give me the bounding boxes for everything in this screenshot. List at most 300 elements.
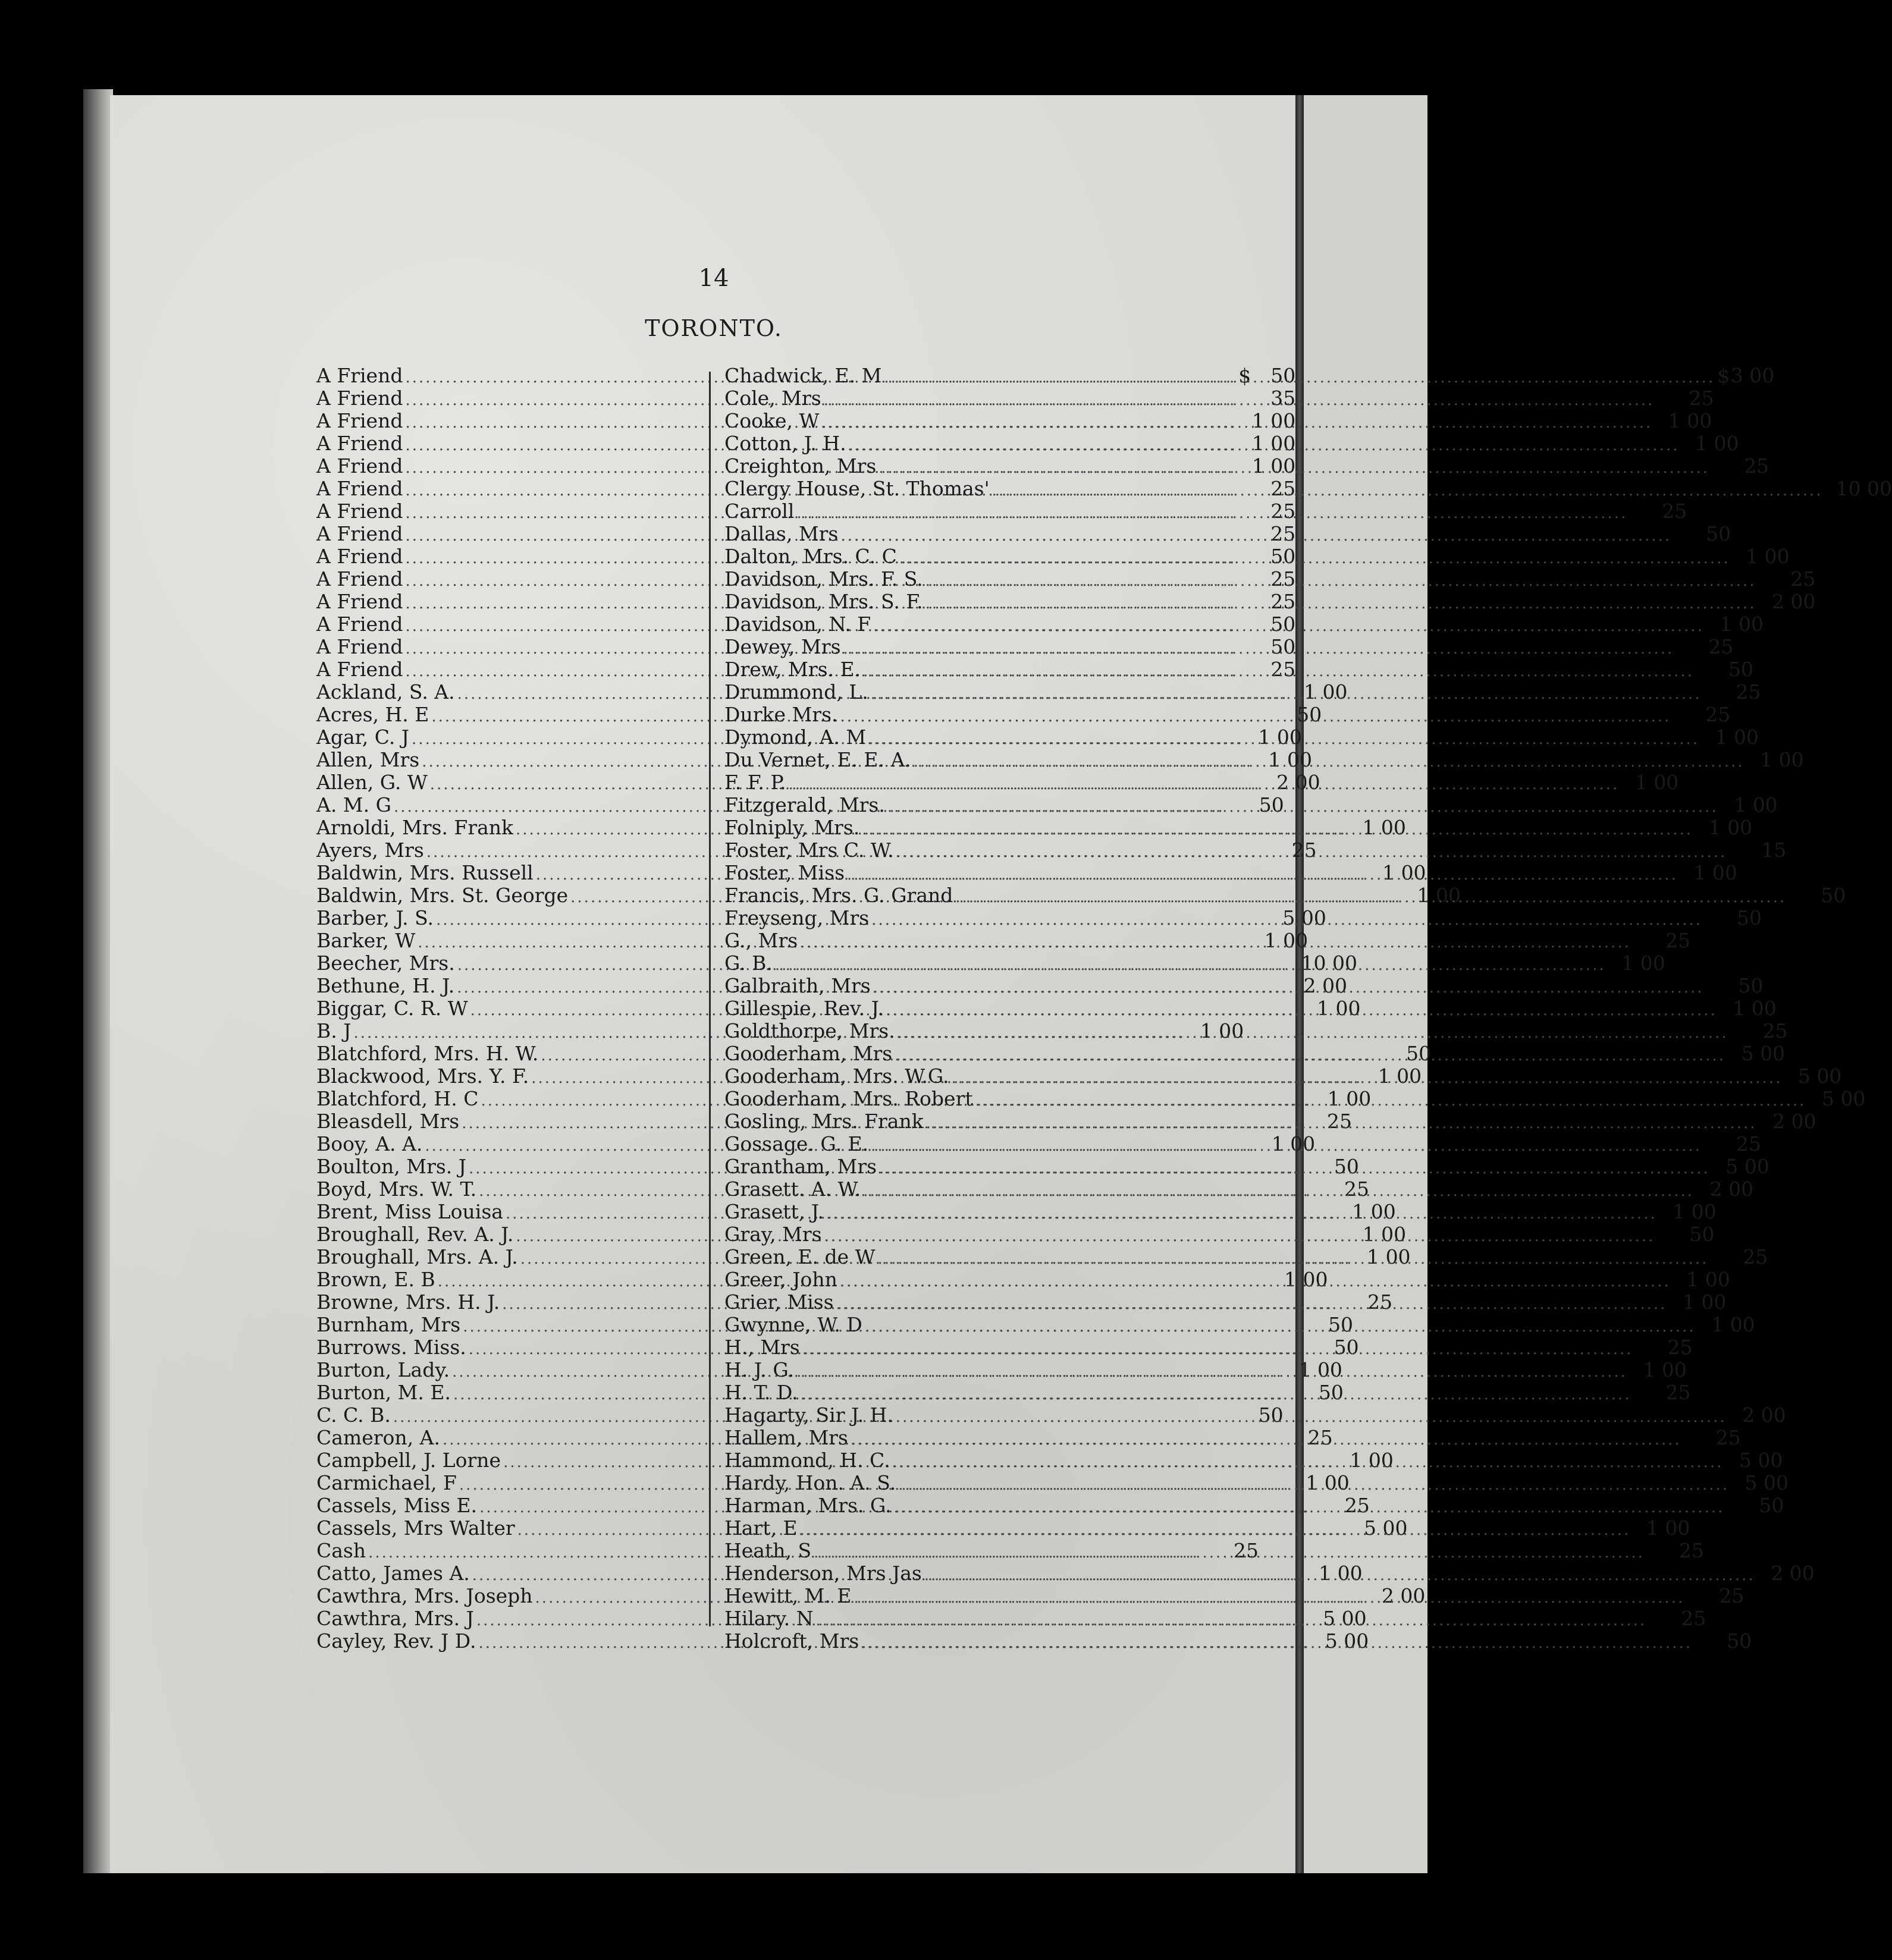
donation-amount: 25 bbox=[1344, 1177, 1369, 1201]
subscriber-row bbox=[724, 1539, 1704, 1562]
subscriber-name: Francis, Mrs. G. Grand bbox=[724, 884, 953, 907]
donation-amount: 1 00 bbox=[1711, 1313, 1755, 1336]
donation-amount: 1 00 bbox=[1271, 1132, 1316, 1155]
donation-amount: 1 00 bbox=[1378, 1064, 1422, 1088]
donation-amount: 25 bbox=[1270, 522, 1296, 545]
subscriber-name: Baldwin, Mrs. St. George bbox=[316, 884, 569, 907]
donation-amount: 1 00 bbox=[1352, 1200, 1396, 1223]
subscriber-name: Clergy House, St. Thomas' bbox=[724, 477, 990, 500]
donation-amount: 2 00 bbox=[1742, 1403, 1786, 1427]
donation-amount: 1 00 bbox=[1746, 545, 1790, 568]
donation-amount: 1 00 bbox=[1367, 1245, 1411, 1268]
donation-amount: 1 00 bbox=[1695, 432, 1739, 455]
subscriber-name: Allen, Mrs bbox=[316, 748, 420, 771]
subscriber-name: Cawthra, Mrs. Joseph bbox=[316, 1584, 533, 1607]
donation-amount: 1 00 bbox=[1317, 997, 1361, 1020]
leader-dots bbox=[898, 1471, 1729, 1496]
donation-amount: 25 bbox=[1705, 703, 1731, 726]
leader-dots bbox=[886, 999, 1717, 1022]
leader-dots bbox=[871, 906, 1702, 931]
donation-amount: 50 bbox=[1334, 1155, 1359, 1178]
subscriber-name: A Friend bbox=[316, 658, 403, 681]
subscriber-name: Booy, A. A. bbox=[316, 1132, 423, 1155]
subscriber-name: Cash bbox=[316, 1539, 366, 1562]
donation-amount: 1 00 bbox=[1264, 929, 1309, 952]
leader-dots bbox=[893, 1451, 1724, 1474]
donation-amount: 5 00 bbox=[1323, 1607, 1367, 1630]
donation-amount: 25 bbox=[1367, 1290, 1393, 1314]
donation-amount: 1 00 bbox=[1673, 1200, 1717, 1223]
donation-amount: 2 00 bbox=[1381, 1584, 1426, 1607]
subscriber-name: Cawthra, Mrs. J bbox=[316, 1607, 474, 1630]
subscriber-name: Drew, Mrs. E. bbox=[724, 658, 861, 681]
subscriber-name: Chadwick, E. M bbox=[724, 364, 882, 387]
subscriber-name: Gooderham, Mrs bbox=[724, 1042, 893, 1065]
donation-amount: 2 00 bbox=[1771, 590, 1816, 613]
donation-amount: 25 bbox=[1736, 680, 1761, 703]
subscriber-name: Allen, G. W bbox=[316, 771, 428, 794]
leader-dots bbox=[873, 976, 1704, 999]
subscriber-name: Broughall, Rev. A. J. bbox=[316, 1223, 514, 1246]
subscriber-name: A Friend bbox=[316, 409, 403, 432]
donation-amount: 25 bbox=[1270, 477, 1296, 500]
leader-dots bbox=[851, 1428, 1681, 1451]
leader-dots bbox=[896, 838, 1727, 863]
leader-dots bbox=[955, 886, 1786, 909]
donation-amount: 1 00 bbox=[1760, 748, 1804, 771]
subscriber-name: Bleasdell, Mrs bbox=[316, 1110, 460, 1133]
subscriber-name: F. F. P. bbox=[724, 771, 786, 794]
donation-amount: 50 bbox=[1706, 522, 1731, 545]
leader-dots bbox=[926, 1112, 1757, 1135]
subscriber-row bbox=[724, 500, 1687, 523]
leader-dots bbox=[840, 524, 1671, 547]
donation-amount: 25 bbox=[1719, 1584, 1744, 1607]
donation-amount: 25 bbox=[1270, 500, 1296, 523]
subscriber-name: A Friend bbox=[316, 612, 403, 636]
donation-amount: 2 00 bbox=[1772, 1110, 1816, 1133]
donation-amount: 5 00 bbox=[1725, 1155, 1769, 1178]
subscriber-name: Davidson, Mrs. S. F. bbox=[724, 590, 923, 613]
leader-dots bbox=[788, 773, 1619, 796]
subscriber-name: Hardy, Hon. A. S. bbox=[724, 1471, 896, 1494]
donation-amount: 25 bbox=[1270, 590, 1296, 613]
donation-amount: 1 00 bbox=[1319, 1562, 1363, 1585]
subscriber-name: Ackland, S. A. bbox=[316, 680, 455, 703]
leader-dots bbox=[925, 567, 1756, 592]
subscriber-name: Arnoldi, Mrs. Frank bbox=[316, 816, 514, 839]
donation-amount: 50 bbox=[1728, 658, 1753, 681]
donation-amount: 50 bbox=[1727, 1629, 1752, 1653]
subscriber-name: Ayers, Mrs bbox=[316, 838, 424, 862]
donation-amount: 25 bbox=[1233, 1539, 1259, 1562]
column-divider bbox=[709, 372, 711, 1626]
leader-dots bbox=[801, 1383, 1631, 1406]
subscriber-row bbox=[724, 861, 1737, 884]
leader-dots bbox=[821, 409, 1652, 434]
subscriber-name: Cayley, Rev. J D. bbox=[316, 1629, 476, 1653]
subscriber-name: Catto, James A. bbox=[316, 1562, 470, 1585]
subscriber-name: Creighton, Mrs bbox=[724, 454, 877, 478]
donation-amount: 5 00 bbox=[1325, 1629, 1369, 1653]
subscriber-name: Baldwin, Mrs. Russell bbox=[316, 861, 534, 884]
leader-dots bbox=[796, 1358, 1627, 1383]
donation-amount: 25 bbox=[1344, 1494, 1370, 1517]
donation-amount: 1 00 bbox=[1251, 409, 1296, 432]
subscriber-name: Harman, Mrs. G. bbox=[724, 1494, 892, 1517]
leader-dots bbox=[884, 366, 1715, 389]
leader-dots bbox=[863, 1177, 1694, 1202]
donation-amount: 5 00 bbox=[1363, 1516, 1408, 1540]
donation-amount: 25 bbox=[1736, 1132, 1761, 1155]
subscriber-name: Blatchford, Mrs. H. W. bbox=[316, 1042, 539, 1065]
subscriber-name: Bethune, H. J. bbox=[316, 974, 455, 997]
subscriber-name: Freyseng, Mrs bbox=[724, 906, 870, 929]
donation-amount: 5 00 bbox=[1739, 1449, 1783, 1472]
section-title: TORONTO. bbox=[645, 315, 783, 341]
subscriber-name: Folniply, Mrs. bbox=[724, 816, 860, 839]
leader-dots bbox=[800, 931, 1631, 954]
donation-amount: 1 00 bbox=[1734, 793, 1778, 816]
subscriber-name: A Friend bbox=[316, 364, 403, 387]
subscriber-name: Beecher, Mrs. bbox=[316, 951, 455, 975]
donation-amount: 10 00 bbox=[1835, 477, 1892, 500]
donation-amount: 50 bbox=[1259, 793, 1284, 816]
subscriber-name: Boulton, Mrs. J bbox=[316, 1155, 466, 1178]
donation-amount: 50 bbox=[1759, 1494, 1784, 1517]
subscriber-name: Grasett, J. bbox=[724, 1200, 824, 1223]
donation-amount: 1 00 bbox=[1268, 748, 1313, 771]
donation-amount: 1 00 bbox=[1327, 1087, 1372, 1110]
donation-amount: 1 00 bbox=[1621, 951, 1665, 975]
subscriber-name: Foster, Miss bbox=[724, 861, 845, 884]
subscriber-name: A Friend bbox=[316, 454, 403, 478]
leader-dots bbox=[975, 1089, 1806, 1112]
donation-amount: 1 00 bbox=[1258, 725, 1302, 749]
subscriber-name: Durke Mrs. bbox=[724, 703, 838, 726]
donation-amount: 50 bbox=[1258, 1403, 1284, 1427]
leader-dots bbox=[894, 1496, 1725, 1519]
donation-amount: 1 00 bbox=[1634, 771, 1679, 794]
subscriber-name: Burton, Lady. bbox=[316, 1358, 450, 1381]
page-number: 14 bbox=[698, 265, 729, 292]
donation-amount: 25 bbox=[1708, 635, 1734, 658]
subscriber-name: Dewey, Mrs bbox=[724, 635, 841, 658]
subscriber-name: Browne, Mrs. H. J. bbox=[316, 1290, 500, 1314]
donation-amount: 50 bbox=[1737, 906, 1762, 929]
donation-amount: 1 00 bbox=[1306, 1471, 1350, 1494]
leader-dots bbox=[871, 1132, 1702, 1157]
donation-amount: 25 bbox=[1327, 1110, 1353, 1133]
subscriber-name: Green, E. de W bbox=[724, 1245, 876, 1268]
leader-dots bbox=[899, 547, 1730, 570]
donation-amount: 35 bbox=[1270, 387, 1296, 410]
donation-amount: 1 00 bbox=[1298, 1358, 1342, 1381]
donation-amount: 5 00 bbox=[1821, 1087, 1866, 1110]
subscriber-name: Biggar, C. R. W bbox=[316, 997, 468, 1020]
leader-dots bbox=[868, 725, 1699, 750]
subscriber-row bbox=[724, 1155, 1769, 1178]
donation-amount: 25 bbox=[1744, 454, 1769, 478]
subscriber-name: Grier, Miss bbox=[724, 1290, 834, 1314]
leader-dots bbox=[849, 434, 1680, 457]
subscriber-name: Dallas, Mrs bbox=[724, 522, 839, 545]
donation-amount: 50 bbox=[1270, 364, 1296, 387]
donation-amount: 1 00 bbox=[1362, 1223, 1407, 1246]
leader-dots bbox=[924, 1564, 1755, 1587]
subscriber-row bbox=[724, 1042, 1786, 1065]
subscriber-name: Holcroft, Mrs bbox=[724, 1629, 859, 1653]
donation-amount: 15 bbox=[1761, 838, 1787, 862]
donation-amount: 5 00 bbox=[1741, 1042, 1786, 1065]
subscriber-name: A Friend bbox=[316, 477, 403, 500]
leader-dots bbox=[824, 1225, 1655, 1248]
subscriber-name: Hewitt, M. E bbox=[724, 1584, 852, 1607]
subscriber-name: Foster, Mrs C. W. bbox=[724, 838, 894, 862]
subscriber-name: Hallem, Mrs bbox=[724, 1426, 848, 1449]
donation-amount: 25 bbox=[1715, 1426, 1741, 1449]
subscriber-name: Gossage. G. E. bbox=[724, 1132, 869, 1155]
subscriber-name: Hilary. N bbox=[724, 1607, 814, 1630]
subscriber-name: C. C. B. bbox=[316, 1403, 391, 1427]
donation-amount: 1 00 bbox=[1200, 1019, 1244, 1042]
donation-amount: 25 bbox=[1681, 1607, 1706, 1630]
subscriber-name: Dalton, Mrs. C. C bbox=[724, 545, 897, 568]
subscriber-name: Gosling, Mrs. Frank bbox=[724, 1110, 924, 1133]
donation-amount: 1 00 bbox=[1303, 680, 1348, 703]
subscriber-name: Du Vernet, E. E. A. bbox=[724, 748, 911, 771]
subscriber-name: Grantham, Mrs bbox=[724, 1155, 877, 1178]
subscriber-name: A. M. G bbox=[316, 793, 391, 816]
subscriber-row bbox=[724, 816, 1753, 839]
donation-amount: 50 bbox=[1738, 974, 1764, 997]
leader-dots bbox=[862, 818, 1693, 841]
donation-amount: 25 bbox=[1689, 387, 1714, 410]
leader-dots bbox=[861, 1629, 1692, 1654]
page-edge bbox=[83, 89, 113, 1873]
subscriber-row bbox=[724, 409, 1712, 432]
donation-amount: 1 00 bbox=[1362, 816, 1406, 839]
subscriber-name: Gray, Mrs bbox=[724, 1223, 822, 1246]
donation-amount: 50 bbox=[1334, 1336, 1359, 1359]
leader-dots bbox=[824, 389, 1655, 412]
leader-dots bbox=[800, 1516, 1631, 1541]
subscriber-name: Hagarty, Sir J. H. bbox=[724, 1403, 893, 1427]
subscriber-name: Heath, S bbox=[724, 1539, 812, 1562]
donation-amount: 50 bbox=[1406, 1042, 1432, 1065]
donation-amount: 25 bbox=[1743, 1245, 1768, 1268]
donation-amount: 1 00 bbox=[1693, 861, 1737, 884]
currency-symbol: $ bbox=[1717, 364, 1730, 387]
leader-dots bbox=[878, 1245, 1709, 1270]
subscriber-name: Hart, E bbox=[724, 1516, 798, 1540]
leader-dots bbox=[840, 705, 1671, 728]
leader-dots bbox=[854, 1584, 1684, 1609]
donation-amount: 25 bbox=[1291, 838, 1317, 862]
leader-dots bbox=[836, 1290, 1667, 1315]
donation-amount: 50 bbox=[1270, 545, 1296, 568]
leader-dots bbox=[898, 1019, 1728, 1044]
donation-amount: 1 00 bbox=[1720, 612, 1764, 636]
subscriber-name: Gooderham, Mrs. Robert bbox=[724, 1087, 973, 1110]
subscriber-name: Cassels, Mrs Walter bbox=[316, 1516, 515, 1540]
subscriber-name: Burrows. Miss. bbox=[316, 1336, 466, 1359]
subscriber-row bbox=[724, 1200, 1717, 1223]
subscriber-name: Brent, Miss Louisa bbox=[316, 1200, 503, 1223]
leader-dots bbox=[992, 479, 1823, 502]
donation-amount: 2 00 bbox=[1709, 1177, 1754, 1201]
leader-dots bbox=[796, 502, 1627, 524]
subscriber-name: Grasett. A. W. bbox=[724, 1177, 861, 1201]
donation-amount: 1 00 bbox=[1417, 884, 1461, 907]
leader-dots bbox=[887, 793, 1718, 818]
subscriber-name: Boyd, Mrs. W. T. bbox=[316, 1177, 477, 1201]
leader-dots bbox=[952, 1064, 1783, 1089]
subscriber-row bbox=[724, 1358, 1687, 1381]
donation-amount: 25 bbox=[1665, 1381, 1691, 1404]
donation-amount: 1 00 bbox=[1643, 1358, 1687, 1381]
leader-dots bbox=[895, 1044, 1725, 1067]
donation-amount: 50 bbox=[1318, 1381, 1344, 1404]
donation-amount: 5 00 bbox=[1744, 1471, 1789, 1494]
leader-dots bbox=[878, 454, 1709, 479]
subscriber-name: A Friend bbox=[316, 387, 403, 410]
subscriber-row bbox=[724, 997, 1777, 1020]
donation-amount: 2 00 bbox=[1303, 974, 1348, 997]
subscriber-name: B. J bbox=[316, 1019, 352, 1042]
leader-dots bbox=[843, 637, 1674, 660]
leader-dots bbox=[873, 612, 1704, 637]
subscriber-name: G. B. bbox=[724, 951, 773, 975]
subscriber-name: Burnham, Mrs bbox=[316, 1313, 461, 1336]
subscriber-name: Dymond, A. M bbox=[724, 725, 867, 749]
donation-amount: 5 00 bbox=[1282, 906, 1326, 929]
subscriber-name: Cassels, Miss E. bbox=[316, 1494, 478, 1517]
donation-amount: 25 bbox=[1790, 567, 1816, 590]
donation-amount: 25 bbox=[1665, 929, 1690, 952]
subscriber-name: Cameron, A. bbox=[316, 1426, 440, 1449]
donation-amount: 1 00 bbox=[1251, 454, 1296, 478]
subscriber-row bbox=[724, 432, 1739, 455]
subscriber-name: Carmichael, F bbox=[316, 1471, 457, 1494]
leader-dots bbox=[840, 1270, 1671, 1293]
leader-dots bbox=[826, 1202, 1657, 1225]
leader-dots bbox=[914, 750, 1744, 773]
donation-amount: 1 00 bbox=[1682, 1290, 1727, 1314]
donation-amount: 50 bbox=[1297, 703, 1322, 726]
subscriber-name: Fitzgerald, Mrs. bbox=[724, 793, 885, 816]
donation-amount: 1 00 bbox=[1733, 997, 1777, 1020]
subscriber-name: G., Mrs bbox=[724, 929, 798, 952]
subscriber-name: Davidson, N. F bbox=[724, 612, 871, 636]
subscriber-name: Hammond, H. C. bbox=[724, 1449, 890, 1472]
donation-amount: 25 bbox=[1270, 567, 1296, 590]
subscriber-name: H. T. D. bbox=[724, 1381, 798, 1404]
leader-dots bbox=[847, 863, 1678, 886]
subscriber-name: Burton, M. E. bbox=[316, 1381, 451, 1404]
subscriber-row bbox=[724, 1268, 1730, 1291]
subscriber-name: Greer, John bbox=[724, 1268, 837, 1291]
subscriber-name: Cotton, J. H. bbox=[724, 432, 846, 455]
subscriber-name: Blatchford, H. C bbox=[316, 1087, 479, 1110]
subscriber-name: H., Mrs bbox=[724, 1336, 800, 1359]
donation-amount: 50 bbox=[1328, 1313, 1354, 1336]
donation-amount: 1 00 bbox=[1350, 1449, 1394, 1472]
donation-amount: 5 00 bbox=[1797, 1064, 1842, 1088]
subscriber-name: Campbell, J. Lorne bbox=[316, 1449, 501, 1472]
subscriber-name: Carroll bbox=[724, 500, 795, 523]
donation-amount: 1 00 bbox=[1715, 725, 1759, 749]
subscriber-name: Agar, C. J bbox=[316, 725, 410, 749]
subscriber-name: A Friend bbox=[316, 635, 403, 658]
subscriber-name: A Friend bbox=[316, 522, 403, 545]
subscriber-name: Cole, Mrs bbox=[724, 387, 821, 410]
donation-amount: 25 bbox=[1678, 1539, 1704, 1562]
leader-dots bbox=[865, 1315, 1696, 1338]
leader-dots bbox=[775, 951, 1606, 976]
leader-dots bbox=[815, 1609, 1646, 1632]
donation-amount: 25 bbox=[1762, 1019, 1788, 1042]
leader-dots bbox=[802, 1338, 1633, 1361]
donation-amount: 1 00 bbox=[1646, 1516, 1690, 1540]
leader-dots bbox=[896, 1403, 1727, 1428]
donation-amount: 50 bbox=[1270, 635, 1296, 658]
subscriber-name: Broughall, Mrs. A. J. bbox=[316, 1245, 518, 1268]
subscriber-name: A Friend bbox=[316, 567, 403, 590]
leader-dots bbox=[879, 1157, 1710, 1180]
subscriber-name: A Friend bbox=[316, 500, 403, 523]
subscriber-name: Cooke, W bbox=[724, 409, 820, 432]
subscriber-name: A Friend bbox=[316, 590, 403, 613]
donation-amount: 1 00 bbox=[1686, 1268, 1730, 1291]
donation-amount: 25 bbox=[1662, 500, 1687, 523]
subscriber-row bbox=[724, 567, 1816, 590]
subscriber-name: Barker, W bbox=[316, 929, 416, 952]
donation-amount: 50 bbox=[1270, 612, 1296, 636]
subscriber-name: Galbraith, Mrs bbox=[724, 974, 871, 997]
donation-amount: 1 00 bbox=[1251, 432, 1296, 455]
subscriber-name: Drummond, L. bbox=[724, 680, 868, 703]
donation-amount: 3 00 bbox=[1730, 364, 1775, 387]
leader-dots bbox=[925, 592, 1756, 615]
subscriber-name: Gooderham, Mrs. W.G. bbox=[724, 1064, 949, 1088]
subscriber-name: A Friend bbox=[316, 545, 403, 568]
leader-dots bbox=[863, 660, 1694, 683]
subscriber-name: Gillespie, Rev. J. bbox=[724, 997, 884, 1020]
donation-amount: 1 00 bbox=[1708, 816, 1753, 839]
donation-amount: 1 00 bbox=[1382, 861, 1426, 884]
donation-amount: 2 00 bbox=[1276, 771, 1320, 794]
subscriber-name: H. J. G. bbox=[724, 1358, 795, 1381]
donation-amount: 10 00 bbox=[1301, 951, 1358, 975]
donation-amount: 1 00 bbox=[1668, 409, 1712, 432]
currency-symbol: $ bbox=[1238, 364, 1251, 387]
donation-amount: 50 bbox=[1689, 1223, 1715, 1246]
donation-amount: 25 bbox=[1307, 1426, 1333, 1449]
donation-amount: 50 bbox=[1821, 884, 1846, 907]
subscriber-name: Henderson, Mrs Jas bbox=[724, 1562, 922, 1585]
leader-dots bbox=[871, 680, 1702, 705]
subscriber-name: Davidson, Mrs. F. S. bbox=[724, 567, 923, 590]
subscriber-name: Goldthorpe, Mrs. bbox=[724, 1019, 895, 1042]
subscriber-name: Acres, H. E bbox=[316, 703, 429, 726]
subscriber-name: Barber, J. S. bbox=[316, 906, 434, 929]
subscriber-name: Blackwood, Mrs. Y. F. bbox=[316, 1064, 529, 1088]
subscriber-row bbox=[724, 725, 1759, 749]
leader-dots bbox=[814, 1541, 1645, 1564]
subscriber-name: Brown, E. B bbox=[316, 1268, 435, 1291]
subscriber-name: A Friend bbox=[316, 432, 403, 455]
